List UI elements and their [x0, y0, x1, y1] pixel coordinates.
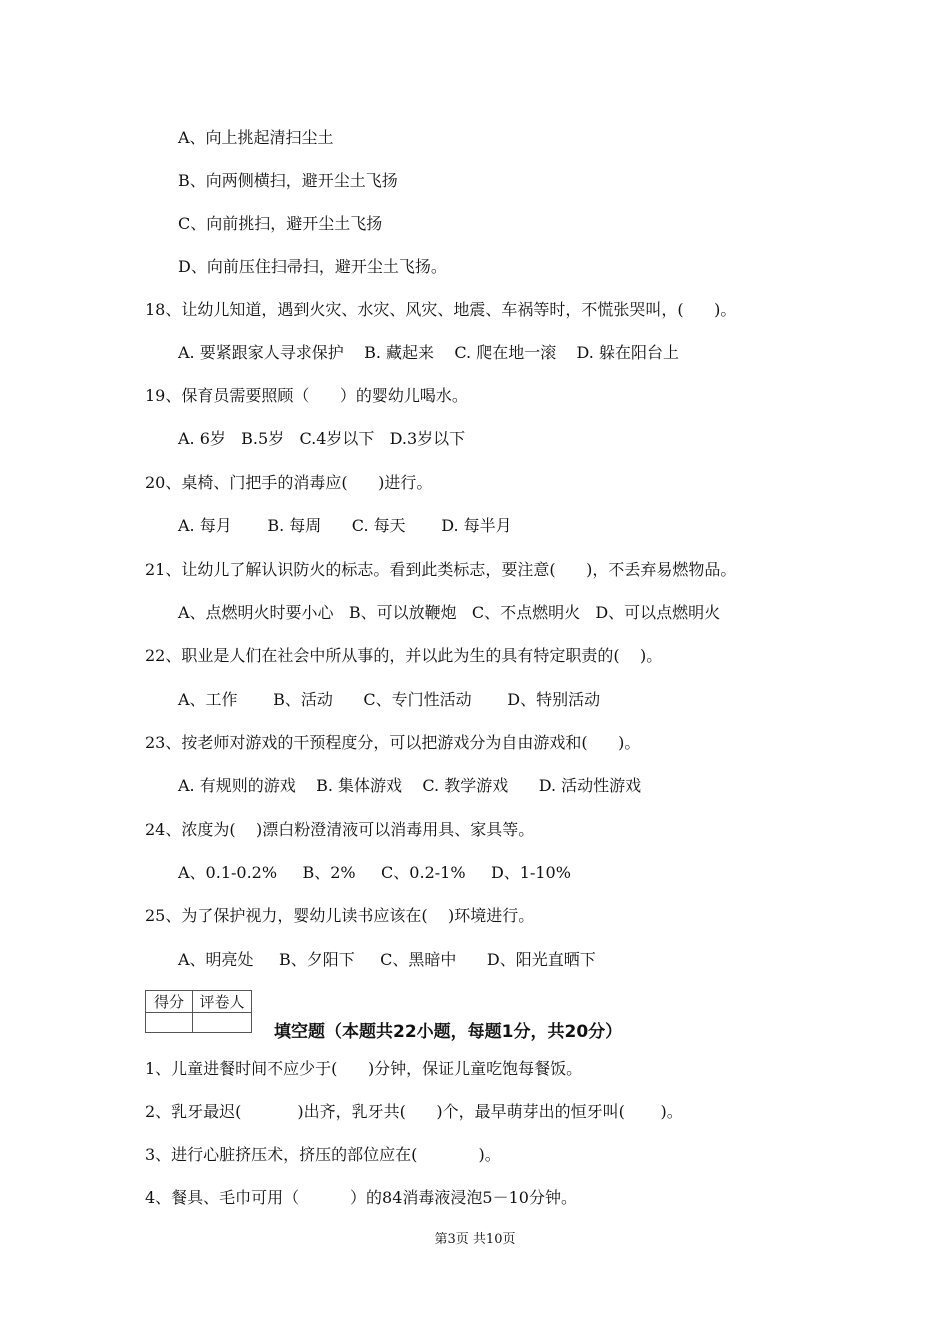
question-22-options: A、工作 B、活动 C、专门性活动 D、特别活动	[178, 690, 601, 709]
question-25-stem: 25、为了保护视力，婴幼儿读书应该在( )环境进行。	[145, 906, 535, 925]
question-20-stem: 20、桌椅、门把手的消毒应( )进行。	[145, 473, 433, 492]
page-footer: 第3页 共10页	[434, 1232, 516, 1247]
fill-blank-3: 3、进行心脏挤压术，挤压的部位应在( )。	[145, 1145, 501, 1164]
question-21-options: A、点燃明火时要小心 B、可以放鞭炮 C、不点燃明火 D、可以点燃明火	[178, 603, 721, 622]
score-label: 得分	[146, 991, 193, 1013]
question-23-options: A. 有规则的游戏 B. 集体游戏 C. 教学游戏 D. 活动性游戏	[178, 776, 642, 795]
q17-option-d: D、向前压住扫帚扫，避开尘土飞扬。	[178, 257, 447, 276]
q17-option-a: A、向上挑起清扫尘土	[178, 128, 334, 147]
grader-cell	[193, 1013, 252, 1033]
question-21-stem: 21、让幼儿了解认识防火的标志。看到此类标志，要注意( )，不丢弃易燃物品。	[145, 560, 737, 579]
question-23-stem: 23、按老师对游戏的干预程度分，可以把游戏分为自由游戏和( )。	[145, 733, 641, 752]
question-19-options: A. 6岁 B.5岁 C.4岁以下 D.3岁以下	[178, 429, 466, 448]
question-20-options: A. 每月 B. 每周 C. 每天 D. 每半月	[178, 516, 512, 535]
grader-label: 评卷人	[193, 991, 252, 1013]
score-box	[145, 990, 252, 1033]
fill-blank-2: 2、乳牙最迟( )出齐，乳牙共( )个，最早萌芽出的恒牙叫( )。	[145, 1102, 683, 1121]
question-22-stem: 22、职业是人们在社会中所从事的，并以此为生的具有特定职责的( )。	[145, 646, 663, 665]
question-25-options: A、明亮处 B、夕阳下 C、黑暗中 D、阳光直晒下	[178, 950, 596, 969]
section-title: 填空题（本题共22小题，每题1分，共20分）	[274, 1022, 623, 1042]
question-19-stem: 19、保育员需要照顾（ ）的婴幼儿喝水。	[145, 386, 468, 405]
fill-blank-4: 4、餐具、毛巾可用（ ）的84消毒液浸泡5－10分钟。	[145, 1188, 577, 1207]
q17-option-c: C、向前挑扫，避开尘土飞扬	[178, 214, 383, 233]
question-24-stem: 24、浓度为( )漂白粉澄清液可以消毒用具、家具等。	[145, 820, 535, 839]
question-18-options: A. 要紧跟家人寻求保护 B. 藏起来 C. 爬在地一滚 D. 躲在阳台上	[178, 343, 679, 362]
score-cell	[146, 1013, 193, 1033]
fill-blank-1: 1、儿童进餐时间不应少于( )分钟，保证儿童吃饱每餐饭。	[145, 1059, 583, 1078]
question-18-stem: 18、让幼儿知道，遇到火灾、水灾、风灾、地震、车祸等时，不慌张哭叫，( )。	[145, 300, 737, 319]
question-24-options: A、0.1-0.2% B、2% C、0.2-1% D、1-10%	[178, 863, 571, 882]
q17-option-b: B、向两侧横扫，避开尘土飞扬	[178, 171, 398, 190]
